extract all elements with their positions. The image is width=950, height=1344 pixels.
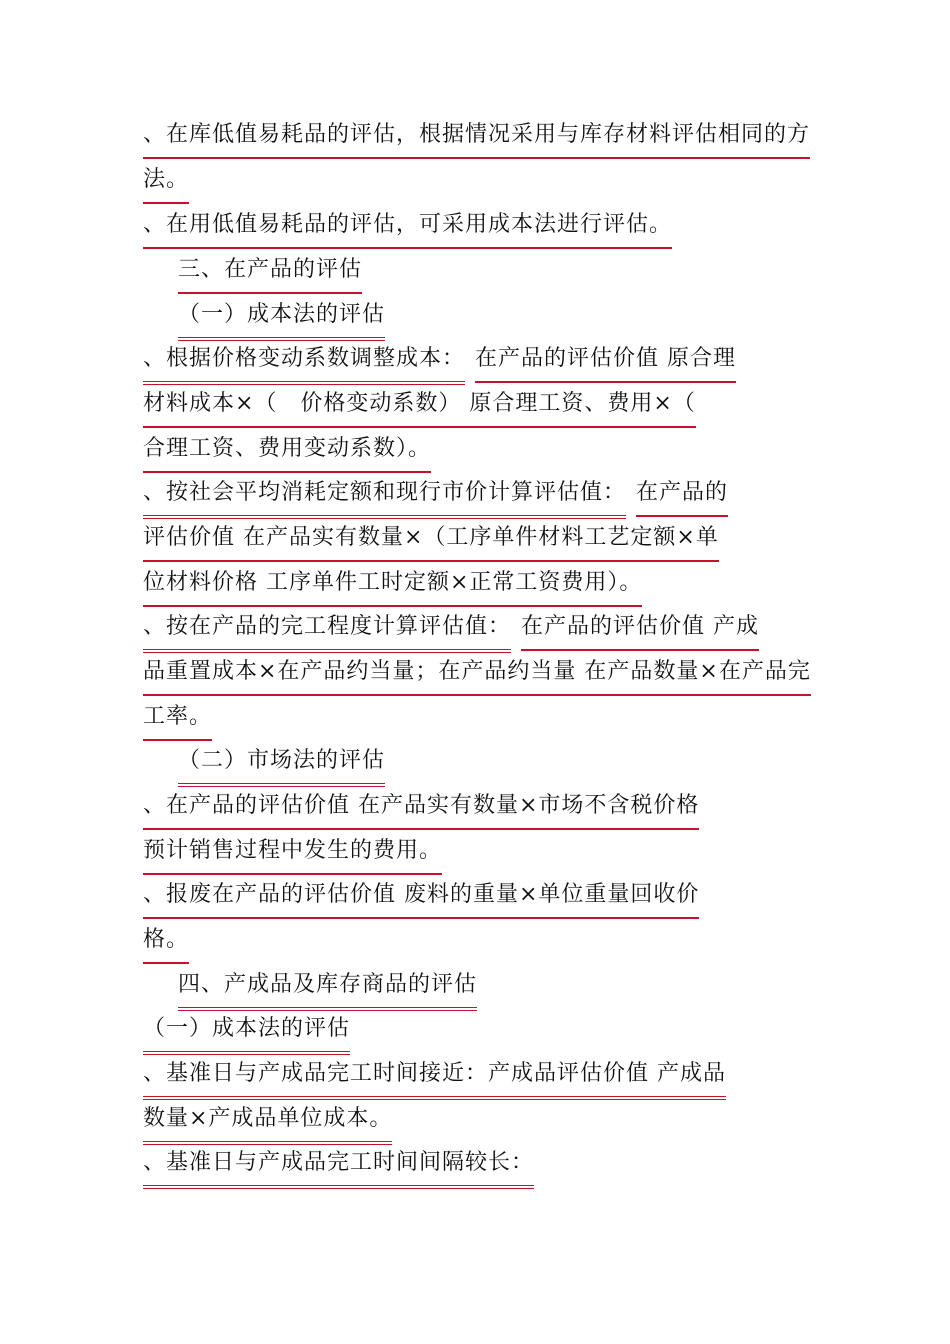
text-line xyxy=(143,925,189,969)
text-segment: 、在用低值易耗品的评估，可采用成本法进行评估。 xyxy=(143,210,672,249)
subsection-heading xyxy=(178,746,385,790)
text-line xyxy=(143,880,699,924)
text-line xyxy=(143,434,431,478)
text-segment: 工率。 xyxy=(143,702,212,741)
text-line xyxy=(143,657,811,701)
text-line xyxy=(143,523,719,567)
text-segment: 格。 xyxy=(143,925,189,964)
section-heading xyxy=(178,970,477,1014)
text-segment: 、按社会平均消耗定额和现行市价计算评估值： xyxy=(143,478,626,519)
text-line xyxy=(143,120,810,164)
text-segment: 、基准日与产成品完工时间间隔较长： xyxy=(143,1148,534,1189)
text-segment: 预计销售过程中发生的费用。 xyxy=(143,836,442,875)
text-segment: 品重置成本×在产品约当量；在产品约当量 在产品数量×在产品完 xyxy=(143,657,811,696)
text-line xyxy=(143,1148,534,1192)
text-segment: 、根据价格变动系数调整成本： xyxy=(143,344,465,385)
text-segment: 、基准日与产成品完工时间接近：产成品评估价值 产成品 xyxy=(143,1059,726,1100)
text-segment: 合理工资、费用变动系数）。 xyxy=(143,434,431,473)
text-line xyxy=(143,344,736,388)
text-segment: 数量×产成品单位成本。 xyxy=(143,1104,392,1145)
text-line xyxy=(143,568,642,612)
text-line xyxy=(143,165,189,209)
text-segment: 、在库低值易耗品的评估，根据情况采用与库存材料评估相同的方 xyxy=(143,120,810,159)
text-line xyxy=(143,836,442,880)
text-segment: 四、产成品及库存商品的评估 xyxy=(178,970,477,1011)
text-segment: 、报废在产品的评估价值 废料的重量×单位重量回收价 xyxy=(143,880,699,919)
text-line xyxy=(143,1104,392,1148)
text-line xyxy=(143,210,672,254)
text-line xyxy=(143,478,728,522)
text-segment: 法。 xyxy=(143,165,189,204)
text-segment: 在产品的评估价值 产成 xyxy=(521,612,759,651)
subsection-heading xyxy=(143,1014,350,1058)
text-segment: 、在产品的评估价值 在产品实有数量×市场不含税价格 xyxy=(143,791,699,830)
text-segment: 三、在产品的评估 xyxy=(178,255,362,294)
text-segment: 材料成本×（ 价格变动系数） 原合理工资、费用×（ xyxy=(143,389,696,428)
text-line xyxy=(143,389,696,433)
text-segment: 在产品的 xyxy=(636,478,728,517)
text-segment: 、按在产品的完工程度计算评估值： xyxy=(143,612,511,653)
text-segment: 位材料价格 工序单件工时定额×正常工资费用）。 xyxy=(143,568,642,607)
text-line xyxy=(143,612,759,656)
text-line xyxy=(143,791,699,835)
text-line xyxy=(143,702,212,746)
text-segment: （一）成本法的评估 xyxy=(143,1014,350,1055)
text-segment: 评估价值 在产品实有数量×（工序单件材料工艺定额×单 xyxy=(143,523,719,562)
subsection-heading xyxy=(178,300,385,344)
text-segment: （一）成本法的评估 xyxy=(178,300,385,341)
text-segment: （二）市场法的评估 xyxy=(178,746,385,787)
text-segment: 在产品的评估价值 原合理 xyxy=(475,344,736,383)
text-line xyxy=(143,1059,726,1103)
section-heading xyxy=(178,255,362,299)
